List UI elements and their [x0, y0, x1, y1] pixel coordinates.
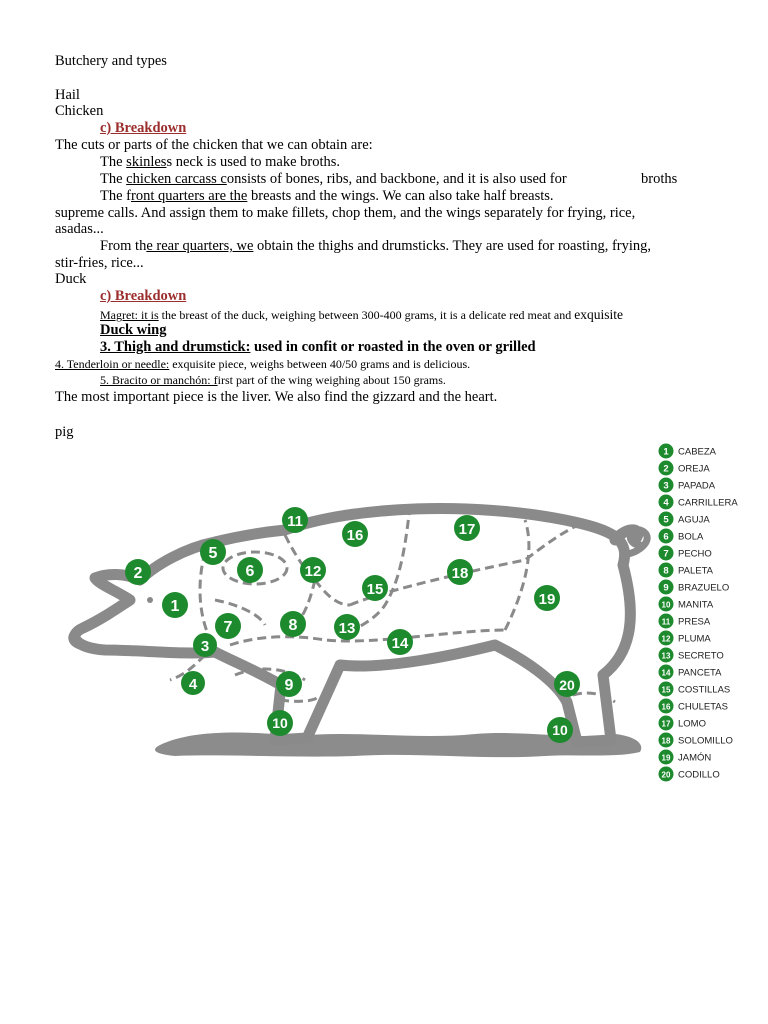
- chicken-rear-line: [100, 238, 651, 255]
- legend-label: PLUMA: [678, 633, 711, 645]
- cut-marker: [447, 559, 473, 585]
- cut-marker: [454, 515, 480, 541]
- duck-tenderloin-line: [55, 356, 470, 373]
- legend-label: OREJA: [678, 463, 710, 475]
- marker-number: 12: [304, 563, 322, 580]
- marker-number: 16: [346, 527, 364, 544]
- legend-number: 11: [661, 617, 671, 627]
- cut-marker: [280, 611, 306, 637]
- cut-marker: [215, 613, 241, 639]
- cut-marker: [162, 592, 188, 618]
- legend-number: 2: [663, 463, 669, 475]
- marker-number: 19: [538, 591, 556, 608]
- legend-label: PECHO: [678, 548, 712, 560]
- legend-item: [659, 665, 723, 680]
- text-segment: s neck is used to make broths.: [166, 154, 341, 170]
- legend-label: CABEZA: [678, 446, 717, 458]
- legend-number: 15: [661, 685, 671, 695]
- legend-number: 3: [663, 480, 669, 492]
- chicken-rear-line-2: stir-fries, rice...: [55, 255, 144, 271]
- chicken-intro: The cuts or parts of the chicken that we can obtain are:: [55, 137, 373, 153]
- cut-marker: [334, 614, 360, 640]
- underlined-segment: 5. Bracito or manchón: f: [100, 373, 218, 387]
- cut-marker: [362, 575, 388, 601]
- cut-marker: [554, 671, 580, 697]
- legend-item: [659, 580, 730, 595]
- text-segment: The: [100, 171, 127, 187]
- legend-item: [659, 716, 706, 731]
- cut-marker: [181, 671, 205, 695]
- marker-number: 4: [188, 676, 198, 693]
- legend-number: 14: [661, 668, 671, 678]
- chicken-breakdown-heading: c) Breakdown: [100, 120, 187, 136]
- marker-number: 8: [288, 617, 298, 634]
- legend-label: CARRILLERA: [678, 497, 738, 509]
- text-segment: obtain the thighs and drumsticks. They are used for roasting, frying,: [253, 238, 652, 254]
- duck-liver-line: The most important piece is the liver. We also find the gizzard and the heart.: [55, 389, 498, 405]
- legend-number: 17: [661, 719, 671, 729]
- chicken-carcass-broths: broths: [641, 171, 678, 187]
- text-segment: the breast of the duck, weighing between 300-400 grams, it is a delicate red meat and: [158, 308, 575, 322]
- legend-item: [659, 631, 712, 646]
- legend-number: 5: [663, 514, 669, 526]
- legend-number: 9: [663, 582, 669, 594]
- legend-label: BOLA: [678, 531, 704, 543]
- pig-heading: pig: [55, 424, 74, 440]
- legend-label: PALETA: [678, 565, 714, 577]
- legend-item: [659, 563, 714, 578]
- marker-number: 9: [284, 677, 294, 694]
- underlined-segment: 4. Tenderloin or needle:: [55, 357, 170, 371]
- marker-number: 15: [366, 581, 384, 598]
- legend-label: CHULETAS: [678, 701, 728, 713]
- duck-bracito-line: [100, 372, 446, 389]
- text-segment: onsists of bones, ribs, and backbone, and it is also used for: [226, 171, 567, 187]
- marker-number: 10: [552, 722, 568, 738]
- cut-marker: [237, 557, 263, 583]
- underlined-segment: 3. Thigh and drumstick:: [100, 339, 251, 355]
- legend-label: AGUJA: [678, 514, 710, 526]
- marker-number: 7: [223, 619, 233, 636]
- legend-item: [659, 733, 733, 748]
- legend-item: [659, 546, 712, 561]
- cut-marker: [387, 629, 413, 655]
- legend-item: [659, 750, 712, 765]
- legend-item: [659, 648, 724, 663]
- legend-label: CODILLO: [678, 769, 720, 781]
- cut-marker: [193, 633, 217, 657]
- cut-marker: [300, 557, 326, 583]
- text-segment: The: [100, 154, 127, 170]
- cut-marker: [125, 559, 151, 585]
- underlined-segment: ront quarters are the: [131, 188, 248, 204]
- duck-wing-heading: Duck wing: [100, 322, 167, 338]
- legend-item: [659, 767, 720, 782]
- legend-number: 19: [661, 753, 671, 763]
- legend-label: COSTILLAS: [678, 684, 731, 696]
- duck-breakdown-heading: c) Breakdown: [100, 288, 187, 304]
- underlined-segment: e rear quarters, we: [146, 238, 254, 254]
- cuts-legend: [659, 444, 739, 782]
- duck-heading: Duck: [55, 271, 87, 287]
- legend-item: [659, 597, 714, 612]
- underlined-segment: Magret: it is: [100, 308, 159, 322]
- chicken-front-line-2: supreme calls. And assign them to make fillets, chop them, and the wings separately for frying, rice,: [55, 205, 636, 221]
- marker-number: 20: [559, 677, 575, 693]
- duck-thigh-line: [100, 339, 536, 356]
- marker-number: 17: [458, 521, 476, 538]
- cut-marker: [547, 717, 573, 743]
- legend-number: 16: [661, 702, 671, 712]
- legend-label: MANITA: [678, 599, 714, 611]
- legend-number: 8: [663, 565, 669, 577]
- legend-item: [659, 682, 731, 697]
- text-segment: irst part of the wing weighing about 150 grams.: [217, 373, 446, 387]
- legend-label: PANCETA: [678, 667, 722, 679]
- marker-number: 18: [451, 565, 469, 582]
- cut-marker: [282, 507, 308, 533]
- chicken-carcass-line: [100, 171, 567, 188]
- text-segment: used in confit or roasted in the oven or grilled: [250, 339, 536, 355]
- legend-label: JAMÓN: [678, 752, 712, 764]
- marker-number: 3: [200, 638, 210, 655]
- legend-item: [659, 444, 717, 459]
- marker-number: 2: [133, 565, 143, 582]
- chicken-neck-line: [100, 154, 340, 171]
- marker-number: 5: [208, 545, 218, 562]
- chicken-front-line-3: asadas...: [55, 221, 104, 237]
- legend-label: BRAZUELO: [678, 582, 730, 594]
- legend-number: 10: [661, 600, 671, 610]
- legend-number: 20: [661, 770, 671, 780]
- legend-label: PAPADA: [678, 480, 716, 492]
- legend-item: [659, 478, 716, 493]
- hail-text: Hail: [55, 87, 80, 103]
- doc-title: Butchery and types: [55, 53, 167, 69]
- chicken-front-line: [100, 188, 554, 205]
- marker-number: 10: [272, 715, 288, 731]
- pig-cuts-diagram: [55, 440, 755, 785]
- legend-number: 12: [661, 634, 671, 644]
- underlined-segment: skinles: [126, 154, 167, 170]
- chicken-heading: Chicken: [55, 103, 104, 119]
- marker-number: 1: [170, 598, 180, 615]
- legend-number: 13: [661, 651, 671, 661]
- marker-number: 13: [338, 620, 356, 637]
- cut-marker: [267, 710, 293, 736]
- marker-number: 6: [245, 563, 255, 580]
- legend-item: [659, 614, 711, 629]
- legend-item: [659, 495, 739, 510]
- legend-number: 4: [663, 497, 669, 509]
- legend-number: 1: [663, 446, 669, 458]
- legend-label: PRESA: [678, 616, 711, 628]
- pig-eye: [147, 597, 153, 603]
- legend-label: SOLOMILLO: [678, 735, 733, 747]
- legend-number: 7: [663, 548, 669, 560]
- legend-item: [659, 529, 705, 544]
- text-segment: The f: [100, 188, 131, 204]
- cut-marker: [200, 539, 226, 565]
- legend-item: [659, 512, 711, 527]
- text-segment: From th: [100, 238, 147, 254]
- text-segment: breasts and the wings. We can also take half breasts.: [247, 188, 554, 204]
- legend-label: SECRETO: [678, 650, 724, 662]
- legend-label: LOMO: [678, 718, 706, 730]
- underlined-segment: chicken carcass c: [126, 171, 227, 187]
- cut-marker: [276, 671, 302, 697]
- legend-item: [659, 699, 728, 714]
- text-segment: exquisite piece, weighs between 40/50 grams and is delicious.: [169, 357, 471, 371]
- marker-number: 14: [391, 635, 409, 652]
- legend-number: 6: [663, 531, 669, 543]
- marker-number: 11: [287, 513, 303, 530]
- legend-number: 18: [661, 736, 671, 746]
- cut-marker: [534, 585, 560, 611]
- cut-marker: [342, 521, 368, 547]
- text-segment: exquisite: [574, 307, 623, 322]
- legend-item: [659, 461, 711, 476]
